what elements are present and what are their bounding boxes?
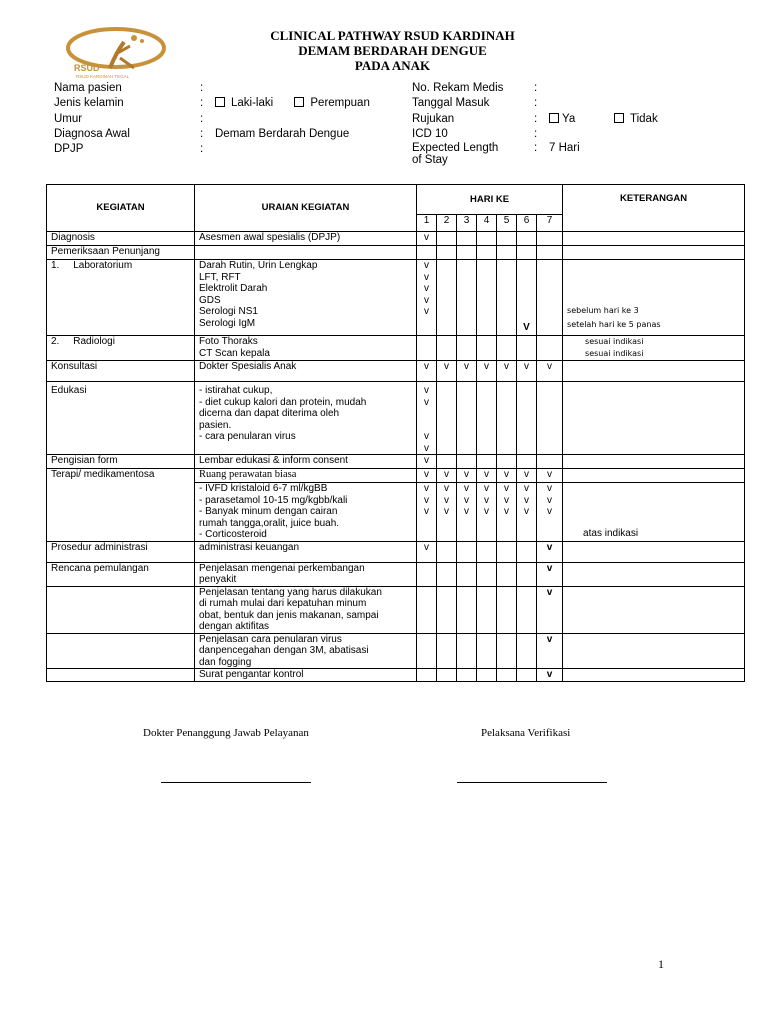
admission-label: Tanggal Masuk	[412, 97, 490, 110]
checkbox-icon[interactable]	[549, 113, 559, 123]
lab-label: Laboratorium	[73, 260, 133, 271]
colon: :	[200, 143, 204, 156]
kegiatan-cell: Terapi/ medikamentosa	[47, 469, 195, 542]
day-3: 3	[457, 215, 477, 232]
uraian-cell: Penjelasan tentang yang harus dilakukan di rumah mulai dari kepatuhan minum obat, bentuk dan jenis makanan, sampai dengan aktifitas	[195, 586, 417, 633]
header-kegiatan: KEGIATAN	[47, 185, 195, 232]
check-mark: v	[537, 469, 563, 483]
hospital-logo	[64, 24, 168, 80]
table-header-row	[47, 185, 745, 215]
medrec-label: No. Rekam Medis	[412, 82, 504, 94]
note-line: sebelum hari ke 3	[567, 306, 639, 315]
header-uraian: URAIAN KEGIATAN	[195, 185, 417, 232]
referral-yes-label: Ya	[562, 112, 576, 125]
colon: :	[534, 142, 538, 155]
table-row	[47, 541, 745, 562]
keterangan-cell	[563, 260, 745, 336]
check-mark: V	[517, 260, 537, 336]
note-line: sesuai indikasi	[585, 349, 644, 358]
los-label-line2: of Stay	[412, 154, 448, 167]
check-mark: v	[417, 232, 437, 246]
referral-yes-option[interactable]	[549, 112, 575, 127]
uraian-cell: Penjelasan cara penularan virus danpencegahan dengan 3M, abatisasi dan fogging	[195, 633, 417, 669]
check-mark: v	[477, 469, 497, 483]
header-hari-ke: HARI KE	[417, 185, 563, 215]
uraian-cell: - IVFD kristaloid 6-7 ml/kgBB - parasetamol 10-15 mg/kgbb/kali - Banyak minum dengan cairan rumah tangga,oralit, juice buah. - Corticosteroid	[195, 483, 417, 542]
colon: :	[534, 127, 538, 140]
check-mark: v	[417, 469, 437, 483]
gender-female-label: Perempuan	[310, 97, 370, 110]
check-mark: v	[537, 669, 563, 682]
colon: :	[200, 112, 204, 125]
check-mark: v v v	[517, 483, 537, 542]
check-mark: v v v	[417, 483, 437, 542]
table-row	[47, 586, 745, 633]
uraian-cell: Lembar edukasi & inform consent	[195, 455, 417, 469]
check-mark: v	[417, 541, 437, 562]
table-row	[47, 232, 745, 246]
table-row	[47, 336, 745, 361]
page-number: 1	[658, 957, 664, 971]
table-row	[47, 455, 745, 469]
uraian-cell: Surat pengantar kontrol	[195, 669, 417, 682]
dpjp-label: DPJP	[54, 143, 84, 156]
los-label-line1: Expected Length	[412, 142, 499, 155]
document-title	[200, 28, 585, 73]
keterangan-cell	[563, 336, 745, 361]
title-line-1: CLINICAL PATHWAY RSUD KARDINAH	[270, 28, 515, 43]
note-line: sesuai indikasi	[585, 337, 644, 346]
kegiatan-cell	[47, 260, 195, 336]
kegiatan-cell: Edukasi	[47, 382, 195, 455]
logo-emblem-icon	[64, 24, 168, 80]
row-number: 1.	[51, 260, 60, 271]
colon: :	[534, 82, 538, 94]
title-line-2: DEMAM BERDARAH DENGUE	[298, 43, 487, 58]
table-row	[47, 246, 745, 260]
check-mark: v v v v	[417, 382, 437, 455]
uraian-cell: Darah Rutin, Urin Lengkap LFT, RFT Elektrolit Darah GDS Serologi NS1 Serologi IgM	[195, 260, 417, 336]
checkbox-icon[interactable]	[294, 97, 304, 107]
colon: :	[200, 97, 204, 110]
day-5: 5	[497, 215, 517, 232]
check-mark: v v v	[457, 483, 477, 542]
table-row	[47, 361, 745, 382]
table-row	[47, 669, 745, 682]
name-label: Nama pasien	[54, 82, 122, 94]
check-mark: v	[517, 469, 537, 483]
table-row	[47, 633, 745, 669]
day-4: 4	[477, 215, 497, 232]
gender-male-label: Laki-laki	[231, 97, 274, 110]
table-row	[47, 382, 745, 455]
referral-no-label: Tidak	[630, 112, 658, 125]
age-label: Umur	[54, 112, 83, 125]
check-mark: v	[537, 586, 563, 633]
uraian-cell: Foto Thoraks CT Scan kepala	[195, 336, 417, 361]
check-mark: v v v	[477, 483, 497, 542]
diagnosis-label: Diagnosa Awal	[54, 127, 130, 140]
patient-info-left	[54, 81, 394, 157]
signature-left-label: Dokter Penanggung Jawab Pelayanan	[143, 727, 309, 739]
logo-subtext: RSUD KARDINAH TEGAL	[76, 74, 130, 79]
kegiatan-cell: Rencana pemulangan	[47, 562, 195, 586]
table-row	[47, 469, 745, 483]
referral-no-option[interactable]	[614, 112, 658, 127]
check-mark: v	[417, 361, 437, 382]
check-mark: v	[437, 361, 457, 382]
kegiatan-cell: Pemeriksaan Penunjang	[47, 246, 195, 260]
logo-text: RSUD	[74, 63, 100, 73]
check-mark: v v v v v	[417, 260, 437, 336]
check-mark: v	[537, 361, 563, 382]
colon: :	[534, 112, 538, 125]
day-1: 1	[417, 215, 437, 232]
gender-female-option[interactable]	[294, 97, 369, 109]
check-mark: v v v	[497, 483, 517, 542]
check-mark: v	[537, 562, 563, 586]
day-2: 2	[437, 215, 457, 232]
check-mark: v	[537, 541, 563, 562]
colon: :	[200, 82, 204, 94]
row-number: 2.	[51, 336, 60, 347]
signature-line-left[interactable]	[161, 782, 311, 783]
uraian-cell: - istirahat cukup, - diet cukup kalori dan protein, mudah dicerna dan dapat diterima oleh pasien. - cara penularan virus	[195, 382, 417, 455]
uraian-cell: Asesmen awal spesialis (DPJP)	[195, 232, 417, 246]
uraian-cell: administrasi keuangan	[195, 541, 417, 562]
gender-male-option[interactable]	[215, 97, 273, 109]
uraian-cell: Penjelasan mengenai perkembangan penyakit	[195, 562, 417, 586]
kegiatan-cell: Prosedur administrasi	[47, 541, 195, 562]
kegiatan-cell: Konsultasi	[47, 361, 195, 382]
kegiatan-cell: Diagnosis	[47, 232, 195, 246]
check-mark: v	[437, 469, 457, 483]
checkbox-icon[interactable]	[614, 113, 624, 123]
table-row	[47, 562, 745, 586]
radiologi-label: Radiologi	[73, 336, 115, 347]
colon: :	[200, 127, 204, 140]
los-label	[412, 142, 498, 166]
check-mark: v	[417, 455, 437, 469]
table-row	[47, 260, 745, 336]
check-mark: v v v	[537, 483, 563, 542]
check-mark: v	[497, 361, 517, 382]
kegiatan-cell: Pengisian form	[47, 455, 195, 469]
check-mark: v	[457, 361, 477, 382]
uraian-cell: Ruang perawatan biasa	[195, 469, 417, 483]
check-mark: v v v	[437, 483, 457, 542]
check-mark: v	[497, 469, 517, 483]
header-keterangan: KETERANGAN	[563, 185, 745, 232]
colon: :	[534, 97, 538, 110]
kegiatan-cell	[47, 336, 195, 361]
day-7: 7	[537, 215, 563, 232]
uraian-cell: Dokter Spesialis Anak	[195, 361, 417, 382]
check-mark: v	[537, 633, 563, 669]
los-value: 7 Hari	[549, 142, 580, 155]
check-mark: v	[457, 469, 477, 483]
gender-label: Jenis kelamin	[54, 97, 124, 110]
check-mark: v	[517, 361, 537, 382]
diagnosis-value: Demam Berdarah Dengue	[215, 127, 350, 140]
referral-label: Rujukan	[412, 112, 455, 125]
clinical-pathway-table	[46, 184, 745, 682]
day-6: 6	[517, 215, 537, 232]
checkbox-icon[interactable]	[215, 97, 225, 107]
signature-line-right[interactable]	[457, 782, 607, 783]
icd-label: ICD 10	[412, 127, 448, 140]
check-mark: v	[477, 361, 497, 382]
keterangan-cell: atas indikasi	[563, 483, 745, 542]
title-line-3: PADA ANAK	[354, 58, 431, 73]
patient-info-right	[412, 81, 742, 168]
note-line: setelah hari ke 5 panas	[567, 320, 661, 329]
signature-right-label: Pelaksana Verifikasi	[481, 727, 571, 739]
